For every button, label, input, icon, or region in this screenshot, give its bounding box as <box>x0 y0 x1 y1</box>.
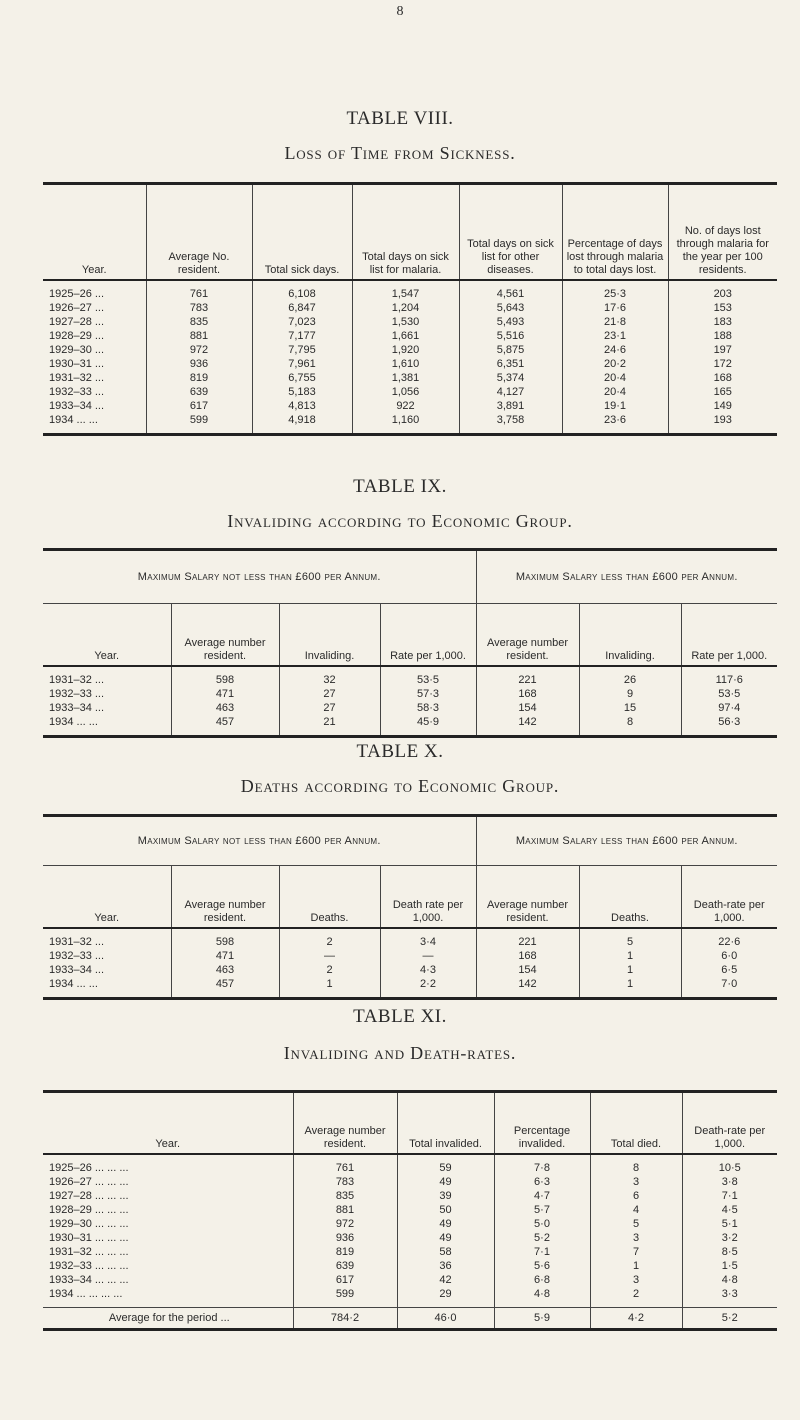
value-cell: 21·8 <box>562 315 668 329</box>
year-cell: 1932–33 ... <box>49 687 105 700</box>
value-cell: 45·9 <box>380 715 476 737</box>
value-cell: 617 <box>293 1273 397 1287</box>
value-cell: 8·5 <box>682 1245 777 1259</box>
value-cell: 21 <box>279 715 380 737</box>
table-row <box>43 1217 777 1231</box>
value-cell: 172 <box>668 357 777 371</box>
value-cell: 142 <box>476 715 579 737</box>
value-cell: 4·3 <box>380 963 476 977</box>
value-cell: 58·3 <box>380 701 476 715</box>
value-cell: 5·7 <box>494 1203 590 1217</box>
average-value: 4·2 <box>590 1307 682 1329</box>
value-cell: 142 <box>476 977 579 999</box>
value-cell: 154 <box>476 963 579 977</box>
value-cell: 168 <box>476 687 579 701</box>
page-number: 8 <box>396 4 404 19</box>
value-cell: 1 <box>279 977 380 999</box>
t10-group-high-salary: Maximum Salary not less than £600 per Annum. <box>43 816 476 866</box>
t10-header-rate-2: Death-rate per 1,000. <box>681 866 777 928</box>
value-cell: 2 <box>279 928 380 949</box>
value-cell: 639 <box>146 385 252 399</box>
year-cell: 1929–30 ... ... ... <box>49 1217 129 1230</box>
value-cell: 6,351 <box>459 357 562 371</box>
value-cell: 3,891 <box>459 399 562 413</box>
t10-header-year: Year. <box>43 866 171 928</box>
value-cell: 761 <box>293 1154 397 1175</box>
year-cell: 1927–28 ... ... ... <box>49 1189 129 1202</box>
t9-group-low-salary: Maximum Salary less than £600 per Annum. <box>476 550 777 604</box>
year-cell: 1934 ... ... ... ... <box>49 1287 123 1300</box>
table-row <box>43 1154 777 1175</box>
value-cell: 1 <box>579 949 681 963</box>
value-cell: 56·3 <box>681 715 777 737</box>
value-cell: 835 <box>146 315 252 329</box>
value-cell: 972 <box>146 343 252 357</box>
value-cell: 6 <box>590 1189 682 1203</box>
value-cell: 783 <box>146 301 252 315</box>
table-row <box>43 1231 777 1245</box>
value-cell: 20·4 <box>562 371 668 385</box>
value-cell: 23·6 <box>562 413 668 435</box>
t9-header-invaliding-1: Invaliding. <box>279 604 380 666</box>
t9-header-rate-1: Rate per 1,000. <box>380 604 476 666</box>
t11-header-year: Year. <box>43 1092 293 1154</box>
year-cell: 1932–33 ... <box>49 949 105 962</box>
value-cell: — <box>279 949 380 963</box>
t11-header-death-rate: Death-rate per 1,000. <box>682 1092 777 1154</box>
value-cell: 53·5 <box>380 666 476 687</box>
value-cell: 221 <box>476 928 579 949</box>
value-cell: 97·4 <box>681 701 777 715</box>
value-cell: 5·2 <box>494 1231 590 1245</box>
value-cell: 154 <box>476 701 579 715</box>
value-cell: 4,918 <box>252 413 352 435</box>
value-cell: 457 <box>171 715 279 737</box>
table-row <box>43 399 777 413</box>
t8-body <box>43 280 777 435</box>
value-cell: 1,547 <box>352 280 459 301</box>
value-cell: 27 <box>279 687 380 701</box>
table-row <box>43 963 777 977</box>
year-cell: 1933–34 ... <box>49 963 105 976</box>
value-cell: 149 <box>668 399 777 413</box>
value-cell: 463 <box>171 701 279 715</box>
value-cell: 7·1 <box>494 1245 590 1259</box>
table-10 <box>43 814 777 1000</box>
value-cell: — <box>380 949 476 963</box>
t10-header-rate-1: Death rate per 1,000. <box>380 866 476 928</box>
value-cell: 197 <box>668 343 777 357</box>
t9-header-avg-2: Average number resident. <box>476 604 579 666</box>
value-cell: 15 <box>579 701 681 715</box>
value-cell: 49 <box>397 1175 494 1189</box>
value-cell: 1,056 <box>352 385 459 399</box>
value-cell: 3 <box>590 1273 682 1287</box>
table-11 <box>43 1090 777 1331</box>
value-cell: 972 <box>293 1217 397 1231</box>
value-cell: 4,561 <box>459 280 562 301</box>
t10-body <box>43 928 777 999</box>
value-cell: 57·3 <box>380 687 476 701</box>
value-cell: 3·3 <box>682 1287 777 1308</box>
table-row <box>43 1273 777 1287</box>
table-10-title: TABLE X. <box>356 741 444 762</box>
t8-header-per-100: No. of days lost through malaria for the year per 100 residents. <box>668 184 777 280</box>
value-cell: 3 <box>590 1231 682 1245</box>
value-cell: 617 <box>146 399 252 413</box>
t10-group-low-salary: Maximum Salary less than £600 per Annum. <box>476 816 777 866</box>
year-cell: 1925–26 ... <box>49 287 105 300</box>
year-cell: 1934 ... ... <box>49 413 98 426</box>
table-row <box>43 715 777 737</box>
value-cell: 203 <box>668 280 777 301</box>
value-cell: 936 <box>293 1231 397 1245</box>
value-cell: 7,177 <box>252 329 352 343</box>
table-8 <box>43 182 777 436</box>
table-row <box>43 385 777 399</box>
year-cell: 1928–29 ... ... ... <box>49 1203 129 1216</box>
value-cell: 58 <box>397 1245 494 1259</box>
t10-header-deaths-2: Deaths. <box>579 866 681 928</box>
value-cell: 7,961 <box>252 357 352 371</box>
value-cell: 7·0 <box>681 977 777 999</box>
value-cell: 49 <box>397 1217 494 1231</box>
table-11-title: TABLE XI. <box>353 1006 447 1027</box>
value-cell: 6·5 <box>681 963 777 977</box>
value-cell: 1 <box>579 977 681 999</box>
value-cell: 36 <box>397 1259 494 1273</box>
year-cell: 1932–33 ... ... ... <box>49 1259 129 1272</box>
value-cell: 819 <box>146 371 252 385</box>
t11-header-avg-resident: Average number resident. <box>293 1092 397 1154</box>
year-cell: 1926–27 ... ... ... <box>49 1175 129 1188</box>
value-cell: 7 <box>590 1245 682 1259</box>
year-cell: 1932–33 ... <box>49 385 105 398</box>
value-cell: 168 <box>476 949 579 963</box>
t9-header-avg-1: Average number resident. <box>171 604 279 666</box>
t9-group-high-salary: Maximum Salary not less than £600 per Annum. <box>43 550 476 604</box>
value-cell: 1 <box>590 1259 682 1273</box>
value-cell: 2·2 <box>380 977 476 999</box>
value-cell: 3,758 <box>459 413 562 435</box>
value-cell: 42 <box>397 1273 494 1287</box>
year-cell: 1934 ... ... <box>49 715 98 728</box>
year-cell: 1925–26 ... ... ... <box>49 1161 129 1174</box>
t9-header-year: Year. <box>43 604 171 666</box>
table-9 <box>43 548 777 738</box>
value-cell: 7·1 <box>682 1189 777 1203</box>
value-cell: 19·1 <box>562 399 668 413</box>
value-cell: 1,920 <box>352 343 459 357</box>
year-cell: 1933–34 ... ... ... <box>49 1273 129 1286</box>
t9-body <box>43 666 777 737</box>
value-cell: 1,381 <box>352 371 459 385</box>
year-cell: 1931–32 ... <box>49 673 105 686</box>
table-9-subtitle: Invaliding according to Economic Group. <box>227 511 573 531</box>
value-cell: 5,516 <box>459 329 562 343</box>
value-cell: 4,813 <box>252 399 352 413</box>
value-cell: 598 <box>171 666 279 687</box>
average-value: 784·2 <box>293 1307 397 1329</box>
t8-header-year: Year. <box>43 184 146 280</box>
table-11-subtitle: Invaliding and Death-rates. <box>283 1043 517 1063</box>
value-cell: 49 <box>397 1231 494 1245</box>
table-row <box>43 280 777 301</box>
value-cell: 23·1 <box>562 329 668 343</box>
table-row <box>43 1175 777 1189</box>
value-cell: 7·8 <box>494 1154 590 1175</box>
value-cell: 8 <box>590 1154 682 1175</box>
value-cell: 6,755 <box>252 371 352 385</box>
value-cell: 783 <box>293 1175 397 1189</box>
value-cell: 168 <box>668 371 777 385</box>
year-cell: 1931–32 ... <box>49 371 105 384</box>
value-cell: 4 <box>590 1203 682 1217</box>
year-cell: 1928–29 ... <box>49 329 105 342</box>
value-cell: 936 <box>146 357 252 371</box>
table-row <box>43 343 777 357</box>
value-cell: 9 <box>579 687 681 701</box>
year-cell: 1927–28 ... <box>49 315 105 328</box>
value-cell: 5,643 <box>459 301 562 315</box>
table-row <box>43 1245 777 1259</box>
value-cell: 26 <box>579 666 681 687</box>
table-row <box>43 329 777 343</box>
average-label: Average for the period ... <box>43 1307 293 1329</box>
value-cell: 221 <box>476 666 579 687</box>
value-cell: 3 <box>590 1175 682 1189</box>
table-row <box>43 687 777 701</box>
value-cell: 598 <box>171 928 279 949</box>
t8-header-percentage: Percentage of days lost through malaria to total days lost. <box>562 184 668 280</box>
t8-header-avg-resident: Average No. resident. <box>146 184 252 280</box>
table-9-title: TABLE IX. <box>353 476 447 497</box>
t11-header-percentage: Percentage invalided. <box>494 1092 590 1154</box>
value-cell: 463 <box>171 963 279 977</box>
table-row <box>43 977 777 999</box>
value-cell: 1,530 <box>352 315 459 329</box>
value-cell: 193 <box>668 413 777 435</box>
t10-header-deaths-1: Deaths. <box>279 866 380 928</box>
value-cell: 599 <box>146 413 252 435</box>
value-cell: 881 <box>293 1203 397 1217</box>
table-row <box>43 371 777 385</box>
year-cell: 1933–34 ... <box>49 399 105 412</box>
value-cell: 1·5 <box>682 1259 777 1273</box>
value-cell: 24·6 <box>562 343 668 357</box>
value-cell: 457 <box>171 977 279 999</box>
year-cell: 1929–30 ... <box>49 343 105 356</box>
value-cell: 25·3 <box>562 280 668 301</box>
t9-header-invaliding-2: Invaliding. <box>579 604 681 666</box>
value-cell: 835 <box>293 1189 397 1203</box>
average-value: 5·2 <box>682 1307 777 1329</box>
table-row <box>43 315 777 329</box>
value-cell: 53·5 <box>681 687 777 701</box>
value-cell: 1,610 <box>352 357 459 371</box>
value-cell: 6·8 <box>494 1273 590 1287</box>
average-row <box>43 1307 777 1329</box>
value-cell: 183 <box>668 315 777 329</box>
value-cell: 2 <box>279 963 380 977</box>
value-cell: 165 <box>668 385 777 399</box>
value-cell: 6,108 <box>252 280 352 301</box>
value-cell: 471 <box>171 687 279 701</box>
value-cell: 599 <box>293 1287 397 1308</box>
value-cell: 819 <box>293 1245 397 1259</box>
value-cell: 6·0 <box>681 949 777 963</box>
value-cell: 4,127 <box>459 385 562 399</box>
value-cell: 5·1 <box>682 1217 777 1231</box>
value-cell: 27 <box>279 701 380 715</box>
value-cell: 761 <box>146 280 252 301</box>
year-cell: 1931–32 ... ... ... <box>49 1245 129 1258</box>
table-row <box>43 1287 777 1308</box>
value-cell: 39 <box>397 1189 494 1203</box>
value-cell: 50 <box>397 1203 494 1217</box>
value-cell: 1,661 <box>352 329 459 343</box>
table-row <box>43 1189 777 1203</box>
value-cell: 3·2 <box>682 1231 777 1245</box>
table-row <box>43 301 777 315</box>
average-value: 5·9 <box>494 1307 590 1329</box>
value-cell: 5 <box>590 1217 682 1231</box>
table-8-title: TABLE VIII. <box>346 108 454 129</box>
t8-header-other-days: Total days on sick list for other diseases. <box>459 184 562 280</box>
value-cell: 4·8 <box>494 1287 590 1308</box>
year-cell: 1930–31 ... <box>49 357 105 370</box>
year-cell: 1931–32 ... <box>49 935 105 948</box>
value-cell: 5,183 <box>252 385 352 399</box>
value-cell: 5,374 <box>459 371 562 385</box>
value-cell: 5,875 <box>459 343 562 357</box>
average-value: 46·0 <box>397 1307 494 1329</box>
value-cell: 1,160 <box>352 413 459 435</box>
value-cell: 29 <box>397 1287 494 1308</box>
value-cell: 7,023 <box>252 315 352 329</box>
value-cell: 17·6 <box>562 301 668 315</box>
year-cell: 1930–31 ... ... ... <box>49 1231 129 1244</box>
table-row <box>43 413 777 435</box>
t8-header-malaria-days: Total days on sick list for malaria. <box>352 184 459 280</box>
year-cell: 1934 ... ... <box>49 977 98 990</box>
value-cell: 4·5 <box>682 1203 777 1217</box>
value-cell: 5·0 <box>494 1217 590 1231</box>
value-cell: 10·5 <box>682 1154 777 1175</box>
value-cell: 4·8 <box>682 1273 777 1287</box>
value-cell: 5·6 <box>494 1259 590 1273</box>
value-cell: 5,493 <box>459 315 562 329</box>
value-cell: 3·4 <box>380 928 476 949</box>
year-cell: 1933–34 ... <box>49 701 105 714</box>
table-10-subtitle: Deaths according to Economic Group. <box>240 776 560 796</box>
value-cell: 1 <box>579 963 681 977</box>
t9-header-rate-2: Rate per 1,000. <box>681 604 777 666</box>
table-row <box>43 357 777 371</box>
table-row <box>43 928 777 949</box>
table-row <box>43 1259 777 1273</box>
value-cell: 59 <box>397 1154 494 1175</box>
table-row <box>43 701 777 715</box>
value-cell: 22·6 <box>681 928 777 949</box>
t11-header-died: Total died. <box>590 1092 682 1154</box>
t11-header-invalided: Total invalided. <box>397 1092 494 1154</box>
value-cell: 5 <box>579 928 681 949</box>
value-cell: 6·3 <box>494 1175 590 1189</box>
t10-header-avg-2: Average number resident. <box>476 866 579 928</box>
table-row <box>43 666 777 687</box>
year-cell: 1926–27 ... <box>49 301 105 314</box>
t8-header-sick-days: Total sick days. <box>252 184 352 280</box>
table-row <box>43 949 777 963</box>
value-cell: 639 <box>293 1259 397 1273</box>
value-cell: 2 <box>590 1287 682 1308</box>
value-cell: 153 <box>668 301 777 315</box>
value-cell: 922 <box>352 399 459 413</box>
value-cell: 8 <box>579 715 681 737</box>
t11-body <box>43 1154 777 1330</box>
value-cell: 1,204 <box>352 301 459 315</box>
table-8-subtitle: Loss of Time from Sickness. <box>284 143 516 163</box>
value-cell: 6,847 <box>252 301 352 315</box>
value-cell: 3·8 <box>682 1175 777 1189</box>
value-cell: 7,795 <box>252 343 352 357</box>
value-cell: 471 <box>171 949 279 963</box>
t10-header-avg-1: Average number resident. <box>171 866 279 928</box>
value-cell: 188 <box>668 329 777 343</box>
table-row <box>43 1203 777 1217</box>
value-cell: 881 <box>146 329 252 343</box>
value-cell: 20·2 <box>562 357 668 371</box>
value-cell: 20·4 <box>562 385 668 399</box>
value-cell: 117·6 <box>681 666 777 687</box>
value-cell: 4·7 <box>494 1189 590 1203</box>
value-cell: 32 <box>279 666 380 687</box>
